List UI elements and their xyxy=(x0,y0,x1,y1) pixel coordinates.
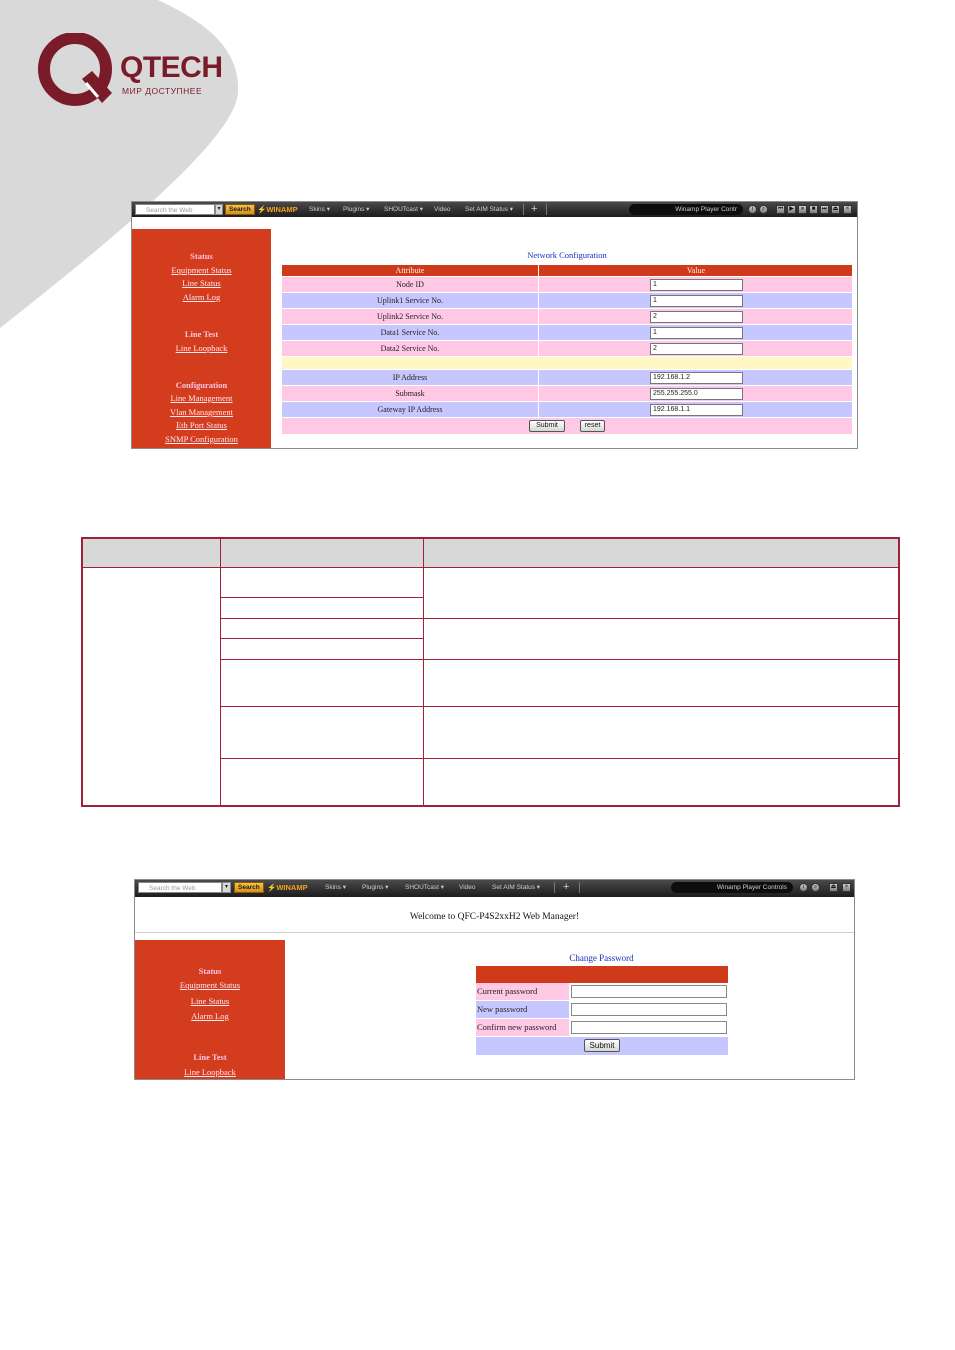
welcome-message: Welcome to QFC-P4S2xxH2 Web Manager! xyxy=(409,912,580,922)
next-track-icon[interactable]: ⏭ xyxy=(821,206,828,212)
winamp-player-controls[interactable]: Winamp Player Controls xyxy=(671,882,793,893)
table-header xyxy=(83,539,898,568)
sidebar xyxy=(132,229,271,449)
network-configuration-screenshot xyxy=(131,201,858,449)
table-row xyxy=(282,341,852,357)
node-id-input[interactable]: 1 xyxy=(650,279,743,291)
sidebar-link-eth-port-status[interactable]: Eth Port Status xyxy=(175,420,227,430)
winamp-logo: ⚡WINAMP xyxy=(267,883,308,892)
table-header xyxy=(282,265,852,277)
sidebar-link-equipment-status[interactable]: Equipment Status xyxy=(171,265,232,275)
form-row xyxy=(476,983,728,1001)
row-divider xyxy=(220,597,423,598)
table-row xyxy=(282,402,852,418)
sidebar-heading-line-test: Line Test xyxy=(193,1052,227,1062)
row-divider xyxy=(220,618,898,619)
table-row xyxy=(282,277,852,293)
sidebar-link-line-loopback[interactable]: Line Loopback xyxy=(175,343,228,353)
toolbar-search-input[interactable]: Search the Web xyxy=(138,882,222,893)
sidebar xyxy=(135,940,285,1080)
gateway-ip-input[interactable]: 192.168.1.1 xyxy=(650,404,743,416)
table-row xyxy=(282,386,852,402)
menu-plugins[interactable]: Plugins ▾ xyxy=(362,884,389,891)
row-label: Node ID xyxy=(282,277,539,292)
table-row xyxy=(282,293,852,309)
submask-input[interactable]: 255.255.255.0 xyxy=(650,388,743,400)
uplink2-service-input[interactable]: 2 xyxy=(650,311,743,323)
sidebar-link-snmp-configuration[interactable]: SNMP Configuration xyxy=(165,434,238,444)
change-password-screenshot xyxy=(134,879,855,1080)
toolbar-separator xyxy=(523,204,524,215)
menu-aim-status[interactable]: Set AIM Status ▾ xyxy=(465,206,514,213)
add-icon[interactable]: + xyxy=(531,203,538,215)
reset-button[interactable]: reset xyxy=(580,420,605,432)
menu-skins[interactable]: Skins ▾ xyxy=(309,206,330,213)
open-icon[interactable]: ⏏ xyxy=(830,884,837,890)
sidebar-link-equipment-status[interactable]: Equipment Status xyxy=(179,980,241,990)
close-icon[interactable]: × xyxy=(843,205,852,214)
sidebar-link-alarm-log[interactable]: Alarm Log xyxy=(182,292,221,302)
row-divider xyxy=(220,659,898,660)
button-row xyxy=(476,1037,728,1055)
menu-plugins[interactable]: Plugins ▾ xyxy=(343,206,370,213)
search-dropdown-icon[interactable]: ▾ xyxy=(222,882,231,893)
column-divider xyxy=(423,539,424,805)
change-password-form xyxy=(476,966,728,1055)
column-divider xyxy=(220,539,221,805)
confirm-password-input[interactable] xyxy=(571,1021,727,1034)
menu-skins[interactable]: Skins ▾ xyxy=(325,884,346,891)
browser-toolbar xyxy=(135,880,854,897)
toolbar-separator xyxy=(546,204,547,215)
sidebar-link-line-management[interactable]: Line Management xyxy=(170,393,233,403)
search-icon[interactable]: ⌕ xyxy=(759,205,768,214)
play-icon[interactable]: ▶ xyxy=(787,205,796,214)
open-icon[interactable]: ⏏ xyxy=(832,206,839,212)
add-icon[interactable]: + xyxy=(563,881,570,893)
sidebar-link-alarm-log[interactable]: Alarm Log xyxy=(191,1011,229,1021)
submit-button[interactable]: Submit xyxy=(584,1039,620,1052)
qtech-logo-mark-icon xyxy=(38,33,114,108)
brand-tagline: МИР ДОСТУПНЕЕ xyxy=(122,86,203,96)
menu-aim-status[interactable]: Set AIM Status ▾ xyxy=(492,884,541,891)
button-row xyxy=(282,418,852,435)
current-password-input[interactable] xyxy=(571,985,727,998)
new-password-label: New password xyxy=(476,1001,569,1018)
toolbar-search-button[interactable]: Search xyxy=(234,882,264,893)
info-icon[interactable]: i xyxy=(799,883,808,892)
menu-shoutcast[interactable]: SHOUTcast ▾ xyxy=(384,206,424,213)
row-divider xyxy=(220,706,898,707)
winamp-bolt-icon: ⚡ xyxy=(257,205,267,214)
new-password-input[interactable] xyxy=(571,1003,727,1016)
winamp-logo: ⚡WINAMP xyxy=(257,205,298,214)
uplink1-service-input[interactable]: 1 xyxy=(650,295,743,307)
row-label: Data1 Service No. xyxy=(282,325,539,340)
pause-icon[interactable]: ⏸ xyxy=(798,205,807,214)
sidebar-heading-status: Status xyxy=(198,966,222,976)
sidebar-heading-line-test: Line Test xyxy=(184,329,219,339)
data2-service-input[interactable]: 2 xyxy=(650,343,743,355)
header-attribute: Attribute xyxy=(282,265,539,276)
network-configuration-table xyxy=(282,265,852,435)
prev-track-icon[interactable]: ⏮ xyxy=(777,206,784,212)
form-row xyxy=(476,1001,728,1019)
table-row xyxy=(282,309,852,325)
sidebar-link-line-loopback[interactable]: Line Loopback xyxy=(184,1067,236,1077)
info-icon[interactable]: i xyxy=(748,205,757,214)
search-icon[interactable]: ⌕ xyxy=(811,883,820,892)
current-password-label: Current password xyxy=(476,983,569,1000)
stop-icon[interactable]: ■ xyxy=(809,205,818,214)
winamp-player-controls[interactable]: Winamp Player Contr xyxy=(629,204,743,215)
table-row xyxy=(282,370,852,386)
row-label: IP Address xyxy=(282,370,539,385)
toolbar-search-button[interactable]: Search xyxy=(225,204,255,215)
row-label: Data2 Service No. xyxy=(282,341,539,356)
close-icon[interactable]: × xyxy=(842,883,851,892)
row-label: Submask xyxy=(282,386,539,401)
parameter-table xyxy=(81,537,900,807)
sidebar-heading-status: Status xyxy=(190,251,213,261)
ip-address-input[interactable]: 192.168.1.2 xyxy=(650,372,743,384)
row-divider xyxy=(220,638,423,639)
data1-service-input[interactable]: 1 xyxy=(650,327,743,339)
toolbar-separator xyxy=(579,882,580,893)
toolbar-separator xyxy=(554,882,555,893)
row-divider xyxy=(220,758,898,759)
menu-shoutcast[interactable]: SHOUTcast ▾ xyxy=(405,884,445,891)
row-label: Gateway IP Address xyxy=(282,402,539,417)
form-row xyxy=(476,1019,728,1037)
menu-video[interactable]: Video xyxy=(459,884,476,891)
spacer-row xyxy=(282,357,852,370)
header-value: Value xyxy=(686,266,706,275)
form-header xyxy=(476,966,728,983)
brand-name: QTECH xyxy=(120,51,223,84)
menu-video[interactable]: Video xyxy=(434,206,451,213)
sidebar-link-line-status[interactable]: Line Status xyxy=(182,278,221,288)
page-title: Change Password xyxy=(569,953,634,963)
sidebar-heading-configuration: Configuration xyxy=(175,380,228,390)
qtech-logo xyxy=(38,33,238,108)
submit-button[interactable]: Submit xyxy=(529,420,565,432)
confirm-password-label: Confirm new password xyxy=(476,1019,569,1036)
sidebar-link-vlan-management[interactable]: Vlan Management xyxy=(169,407,234,417)
page-title: Network Configuration xyxy=(527,250,607,260)
table-row xyxy=(282,325,852,341)
search-dropdown-icon[interactable]: ▾ xyxy=(215,204,223,215)
header-divider xyxy=(135,932,854,933)
toolbar-search-input[interactable]: Search the Web xyxy=(135,204,215,215)
sidebar-link-line-status[interactable]: Line Status xyxy=(190,996,230,1006)
browser-toolbar xyxy=(132,202,857,217)
winamp-bolt-icon: ⚡ xyxy=(267,883,277,892)
row-label: Uplink2 Service No. xyxy=(282,309,539,324)
row-label: Uplink1 Service No. xyxy=(282,293,539,308)
